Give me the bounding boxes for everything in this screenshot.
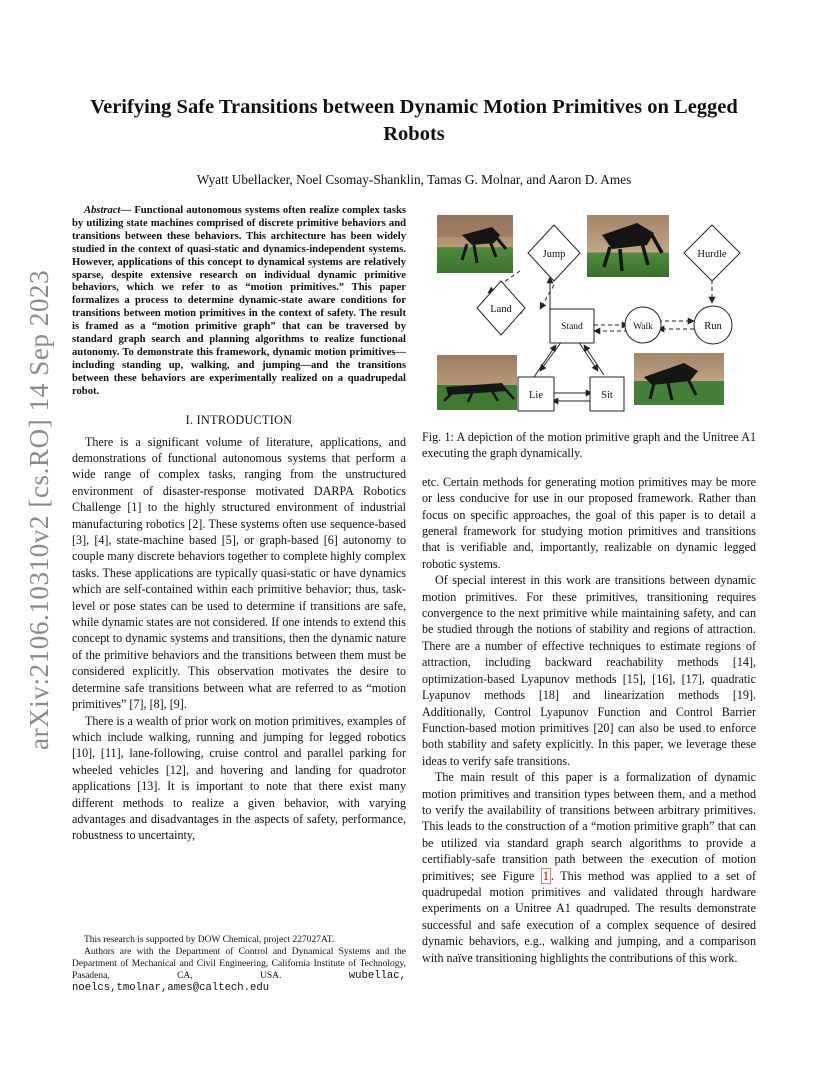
body-paragraph: etc. Certain methods for generating motion primitives may be more or less conducive for use in our proposed framework. Rather than focus on specific approaches, the goal of this paper is to detail a general framework for studying motion primitives and transitions that is verifiable and, importantly, realizable on dynamic legged robotic systems.	[422, 474, 756, 571]
affiliation-text: Authors are with the Department of Control and Dynamical Systems and the Department of Mechanical and Civil Engineering, California Institute of Technology, Pasadena, CA, USA.	[72, 947, 406, 981]
footnotes	[72, 934, 406, 994]
abstract: Abstract— Functional autonomous systems often realize complex tasks by utilizing state machines comprised of discrete primitive behaviors and transitions between these behaviors. This architecture has been widely studied in the context of quasi-static and dynamics-independent systems. However, applications of this concept to dynamical systems are relatively sparse, despite extensive research on individual dynamic primitive behaviors, which we refer to as “motion primitives.” This paper formalizes a process to determine dynamic-state aware conditions for transitions between motion primitives in the context of safety. The result is framed as a “motion primitive graph” that can be traversed by standard graph search and planning algorithms to realize functional autonomy. To demonstrate this framework, dynamic motion primitives—including standing up, walking, and jumping—and the transitions between these behaviors are experimentally realized on a quadrupedal robot.	[72, 205, 406, 397]
photo-jump	[437, 215, 513, 273]
node-hurdle-label: Hurdle	[697, 249, 727, 260]
intro-paragraph: There is a significant volume of literature, applications, and demonstrations of functional autonomous systems that perform a wide range of complex tasks, ranging from the unstructured environment of disaster-response motivated DARPA Robotics Challenge [1] to the highly structured environment of industrial manufacturing robotics [2]. These systems often use sequence-based [3], [4], state-machine based [5], or graph-based [6] autonomy to couple many discrete behaviors together to complete highly complex tasks. These applications are typically quasi-static or have dynamics which are self-contained within each primitive behavior; thus, task-level or pose states can be used to determine if transitions are safe, while dynamic states are not considered. If one intends to extend this concept to dynamic systems and transitions, then the dynamic nature of the primitive behaviors and the transitions between them must be considered explicitly. This observation motivates the desire to determine safe transitions between what are referred to as “motion primitives” [7], [8], [9].	[72, 434, 406, 712]
funding-footnote: This research is supported by DOW Chemical, project 227027AT.	[84, 935, 335, 945]
author-list: Wyatt Ubellacker, Noel Csomay-Shanklin, Tamas G. Molnar, and Aaron D. Ames	[196, 172, 632, 187]
node-land-label: Land	[490, 304, 512, 315]
body-paragraph: Of special interest in this work are transitions between dynamic motion primitives. For these primitives, transitioning requires convergence to the next primitive while maintaining safety, and can be studied through the notions of stability and regions of attraction. There are a number of effective techniques to estimate regions of attraction, including backward reachability methods [14], optimization-based Lyapunov methods [15], [16], [17], quadratic Lyapunov methods [18] and linearization methods [19]. Additionally, Control Lyapunov Function and Control Barrier Function-based motion primitives [20] can also be used to enforce both stability and safety explicitly. In this paper, we leverage these ideas to verify safe transitions.	[422, 573, 756, 768]
photo-hurdle	[587, 215, 669, 277]
arxiv-stamp	[6, 250, 66, 750]
abstract-text: Functional autonomous systems often realize complex tasks by utilizing state machines comprised of discrete primitive behaviors and transitions between these behaviors. This architecture has been widely studied in the context of quasi-static and dynamics-independent systems. However, applications of this concept to dynamical systems are relatively sparse, despite extensive research on individual dynamic primitive behaviors, which we refer to as “motion primitives.” This paper formalizes a process to determine dynamic-state aware conditions for transitions between motion primitives in the context of safety. The result is framed as a “motion primitive graph” that can be traversed by standard graph search and planning algorithms to realize functional autonomy. To demonstrate this framework, dynamic motion primitives—including standing up, walking, and jumping—and the transitions between these behaviors are experimentally realized on a quadrupedal robot.	[72, 205, 406, 397]
photo-lie	[437, 355, 517, 410]
photo-sit	[634, 353, 724, 405]
figure-1	[422, 205, 756, 415]
abstract-label: Abstract	[84, 205, 121, 216]
node-sit-label: Sit	[601, 390, 613, 401]
section-heading-introduction: I. INTRODUCTION	[185, 412, 293, 427]
author-emails: wubellac, noelcs,tmolnar,ames@caltech.edu	[72, 970, 406, 994]
figure-reference-link[interactable]: 1	[542, 868, 549, 883]
intro-paragraph: There is a wealth of prior work on motion primitives, examples of which include walking, running and jumping for legged robotics [10], [11], lane-following, cruise control and parallel parking for wheeled vehicles [12], and hovering and landing for quadrotor applications [13]. It is important to note that there exist many different methods to realize a given behavior, with varying advantages and disadvantages in the aspects of safety, performance, robustness to uncertainty,	[72, 713, 406, 843]
paragraph-text: The main result of this paper is a formalization of dynamic motion primitives and transition types between them, and a method to verify the availability of transitions between arbitrary primitives. This leads to the construction of a “motion primitive graph” that can be utilized via standard graph search algorithms to provide a certifiably-safe transition path between the execution of motion primitives; see Figure	[422, 770, 756, 883]
right-column	[422, 205, 756, 966]
node-stand-label: Stand	[561, 322, 583, 332]
paper-title: Verifying Safe Transitions between Dynamic Motion Primitives on Legged Robots	[90, 96, 738, 145]
motion-primitive-graph	[422, 205, 756, 415]
body-paragraph	[422, 769, 756, 966]
node-jump-label: Jump	[542, 249, 566, 260]
node-lie-label: Lie	[529, 390, 543, 401]
left-column	[72, 205, 406, 844]
arxiv-id: arXiv:2106.10310v2 [cs.RO] 14 Sep 2023	[24, 269, 54, 750]
node-run-label: Run	[704, 321, 722, 332]
affiliation-footnote	[72, 946, 406, 994]
figure-caption: Fig. 1: A depiction of the motion primitive graph and the Unitree A1 executing the graph dynamically.	[422, 430, 756, 461]
node-walk-label: Walk	[633, 322, 653, 332]
paragraph-text: . This method was applied to a set of quadrupedal motion primitives and validated through hardware experiments on a Unitree A1 quadruped. The results demonstrate successful and safe execution of a complex sequence of desired dynamic behaviors, e.g., walking and jumping, and a comparison with naïve transitioning highlights the contributions of this work.	[422, 868, 756, 965]
